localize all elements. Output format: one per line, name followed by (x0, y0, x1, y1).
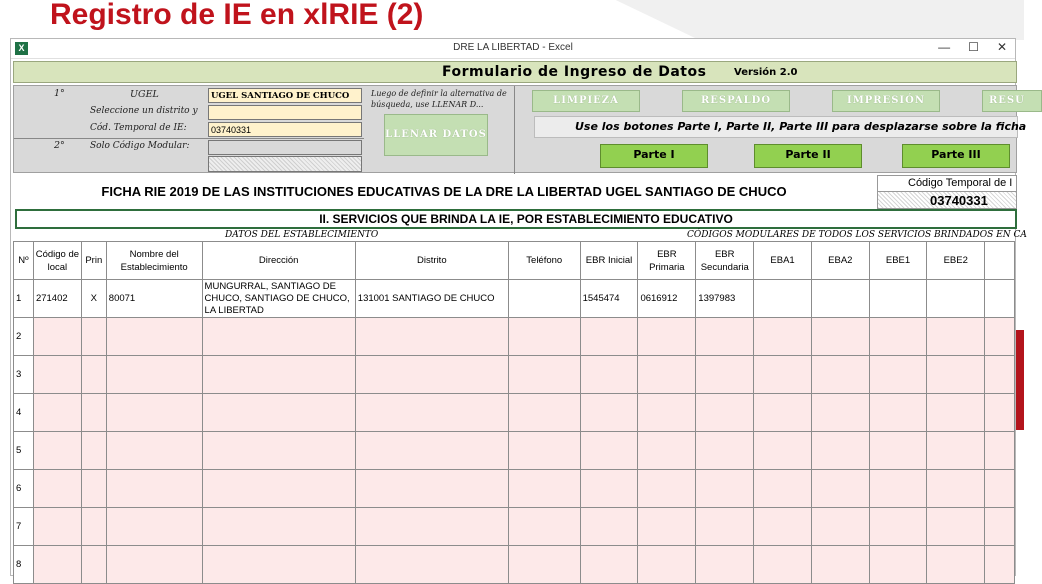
table-cell[interactable] (985, 318, 1015, 356)
table-cell[interactable] (696, 394, 754, 432)
row-number[interactable]: 7 (14, 508, 34, 546)
table-cell[interactable] (508, 508, 580, 546)
llenar-datos-button[interactable]: LLENAR DATOS (384, 114, 488, 156)
table-cell[interactable] (81, 508, 106, 546)
table-cell[interactable] (811, 470, 869, 508)
table-cell[interactable] (508, 432, 580, 470)
window-title: DRE LA LIBERTAD - Excel (453, 42, 573, 53)
table-cell[interactable] (580, 394, 638, 432)
table-cell[interactable] (754, 432, 812, 470)
table-cell[interactable]: 0616912 (638, 280, 696, 318)
table-row (14, 432, 1015, 470)
table-header-row (14, 242, 1015, 280)
table-cell[interactable] (202, 394, 355, 432)
table-cell[interactable] (81, 432, 106, 470)
table-cell[interactable] (508, 546, 580, 584)
table-cell[interactable]: 1545474 (580, 280, 638, 318)
cod-modular-display (208, 156, 362, 172)
table-cell[interactable] (355, 394, 508, 432)
col-header[interactable]: Teléfono (508, 242, 580, 280)
table-cell[interactable]: 271402 (33, 280, 81, 318)
table-cell[interactable] (638, 356, 696, 394)
col-header[interactable]: EBR Inicial (580, 242, 638, 280)
table-cell[interactable] (869, 318, 927, 356)
form-title: Formulario de Ingreso de Datos (442, 64, 707, 80)
group-codigos-modulares: CÓDIGOS MODULARES DE TODOS LOS SERVICIOS BRINDADOS EN CA (687, 230, 1027, 240)
table-cell[interactable] (355, 318, 508, 356)
col-header[interactable]: EBR Secundaria (696, 242, 754, 280)
table-cell[interactable] (927, 356, 985, 394)
form-header (13, 61, 1017, 83)
table-cell[interactable] (696, 318, 754, 356)
table-cell[interactable] (696, 546, 754, 584)
col-header[interactable]: Dirección (202, 242, 355, 280)
table-cell[interactable] (508, 280, 580, 318)
table-cell[interactable] (754, 280, 812, 318)
cod-temporal-value: 03740331 (877, 191, 1017, 209)
services-table (13, 241, 1015, 584)
table-row (14, 318, 1015, 356)
col-header[interactable]: EBE2 (927, 242, 985, 280)
table-cell[interactable] (638, 394, 696, 432)
table-cell[interactable] (202, 470, 355, 508)
table-cell[interactable] (927, 508, 985, 546)
table-cell[interactable] (33, 318, 81, 356)
col-header[interactable]: Distrito (355, 242, 508, 280)
window-titlebar (11, 39, 1015, 59)
cod-temporal-input[interactable]: 03740331 (208, 122, 362, 137)
parte-1-button[interactable]: Parte I (600, 144, 708, 168)
minimize-icon[interactable]: — (938, 40, 951, 54)
table-cell[interactable] (985, 470, 1015, 508)
table-cell[interactable] (754, 394, 812, 432)
col-header[interactable]: Nº (14, 242, 34, 280)
table-cell[interactable] (754, 356, 812, 394)
cod-modular-input[interactable] (208, 140, 362, 155)
table-cell[interactable] (202, 508, 355, 546)
distrito-label: Seleccione un distrito y (90, 106, 198, 116)
cod-temporal-label: Cód. Temporal de IE: (90, 123, 187, 133)
table-cell[interactable] (811, 508, 869, 546)
table-cell[interactable] (81, 356, 106, 394)
table-cell[interactable] (869, 432, 927, 470)
table-cell[interactable] (355, 356, 508, 394)
table-cell[interactable] (811, 280, 869, 318)
col-header[interactable]: EBE1 (869, 242, 927, 280)
table-cell[interactable] (106, 470, 202, 508)
row-number[interactable]: 2 (14, 318, 34, 356)
excel-window (10, 38, 1027, 576)
table-cell[interactable] (985, 356, 1015, 394)
close-icon[interactable]: ✕ (996, 40, 1007, 54)
table-cell[interactable] (508, 318, 580, 356)
parte-2-button[interactable]: Parte II (754, 144, 862, 168)
table-row (14, 280, 1015, 318)
ugel-select[interactable]: UGEL SANTIAGO DE CHUCO (208, 88, 362, 103)
table-cell[interactable]: X (81, 280, 106, 318)
table-cell[interactable] (927, 432, 985, 470)
group-establecimiento: DATOS DEL ESTABLECIMIENTO (225, 230, 379, 240)
table-cell[interactable] (985, 546, 1015, 584)
limpieza-button[interactable]: LIMPIEZA (532, 90, 640, 112)
step-2-label: 2° (54, 140, 65, 151)
step-1-label: 1° (54, 88, 65, 99)
row-number[interactable]: 4 (14, 394, 34, 432)
table-cell[interactable] (869, 508, 927, 546)
impresion-button[interactable]: IMPRESIÓN (832, 90, 940, 112)
table-cell[interactable] (811, 546, 869, 584)
table-row (14, 508, 1015, 546)
row-number[interactable]: 1 (14, 280, 34, 318)
distrito-select[interactable] (208, 105, 362, 120)
slide-accent-bar (1016, 330, 1024, 430)
table-cell[interactable] (106, 508, 202, 546)
table-cell[interactable] (638, 546, 696, 584)
row-number[interactable]: 6 (14, 470, 34, 508)
table-cell[interactable] (985, 508, 1015, 546)
col-header[interactable]: EBR Primaria (638, 242, 696, 280)
table-cell[interactable] (696, 356, 754, 394)
table-cell[interactable] (927, 280, 985, 318)
parte-3-button[interactable]: Parte III (902, 144, 1010, 168)
table-cell[interactable] (33, 394, 81, 432)
cod-modular-label: Solo Código Modular: (90, 141, 190, 151)
col-header[interactable]: Nombre del Establecimiento (106, 242, 202, 280)
table-cell[interactable] (927, 546, 985, 584)
table-cell[interactable] (638, 508, 696, 546)
table-cell[interactable] (106, 394, 202, 432)
table-cell[interactable] (202, 318, 355, 356)
table-cell[interactable] (638, 470, 696, 508)
excel-icon: X (15, 42, 28, 55)
table-cell[interactable] (580, 318, 638, 356)
table-cell[interactable] (33, 508, 81, 546)
table-cell[interactable] (869, 470, 927, 508)
table-cell[interactable]: MUNGURRAL, SANTIAGO DE CHUCO, SANTIAGO DE CHUCO, LA LIBERTAD (202, 280, 355, 318)
panel-divider (14, 138, 364, 139)
table-cell[interactable] (754, 508, 812, 546)
table-cell[interactable] (985, 432, 1015, 470)
table-cell[interactable] (580, 508, 638, 546)
table-cell[interactable] (355, 508, 508, 546)
table-cell[interactable] (106, 432, 202, 470)
table-cell[interactable] (508, 470, 580, 508)
table-cell[interactable] (754, 318, 812, 356)
table-cell[interactable] (638, 432, 696, 470)
table-cell[interactable]: 131001 SANTIAGO DE CHUCO (355, 280, 508, 318)
table-cell[interactable]: 80071 (106, 280, 202, 318)
table-cell[interactable] (696, 470, 754, 508)
table-cell[interactable] (580, 432, 638, 470)
row-number[interactable]: 3 (14, 356, 34, 394)
col-header[interactable]: EBA1 (754, 242, 812, 280)
table-cell[interactable] (81, 394, 106, 432)
table-cell[interactable] (33, 546, 81, 584)
table-cell[interactable] (81, 318, 106, 356)
ficha-title: FICHA RIE 2019 DE LAS INSTITUCIONES EDUCATIVAS DE LA DRE LA LIBERTAD UGEL SANTIAGO DE CHUCO (101, 184, 787, 199)
table-cell[interactable] (754, 546, 812, 584)
col-header[interactable]: EBA2 (811, 242, 869, 280)
table-cell[interactable] (811, 318, 869, 356)
table-cell[interactable] (638, 318, 696, 356)
table-cell[interactable] (355, 546, 508, 584)
table-cell[interactable] (869, 546, 927, 584)
table-cell[interactable] (985, 280, 1015, 318)
maximize-icon[interactable]: ☐ (968, 40, 979, 54)
resumen-button[interactable]: RESU (982, 90, 1042, 112)
table-cell[interactable] (985, 394, 1015, 432)
form-version: Versión 2.0 (734, 67, 798, 78)
table-cell[interactable] (580, 356, 638, 394)
table-cell[interactable] (580, 470, 638, 508)
table-cell[interactable] (106, 356, 202, 394)
table-cell[interactable]: 1397983 (696, 280, 754, 318)
col-header[interactable] (985, 242, 1015, 280)
search-panel (13, 85, 1027, 173)
slide-title: Registro de IE en xlRIE (2) (50, 0, 424, 31)
panel-vertical-divider (514, 86, 515, 174)
table-cell[interactable] (811, 394, 869, 432)
table-cell[interactable] (355, 432, 508, 470)
table-cell[interactable] (927, 470, 985, 508)
table-cell[interactable] (202, 546, 355, 584)
table-cell[interactable] (696, 432, 754, 470)
table-cell[interactable] (81, 546, 106, 584)
table-cell[interactable] (927, 318, 985, 356)
navigation-instruction: Use los botones Parte I, Parte II, Parte III para desplazarse sobre la ficha (534, 116, 1018, 138)
slide-decoration (560, 0, 1024, 40)
row-number[interactable]: 8 (14, 546, 34, 584)
table-cell[interactable] (355, 470, 508, 508)
col-header[interactable]: Prin (81, 242, 106, 280)
table-cell[interactable] (508, 356, 580, 394)
table-cell[interactable] (869, 394, 927, 432)
window-controls (938, 40, 1007, 54)
table-cell[interactable] (696, 508, 754, 546)
table-cell[interactable] (202, 432, 355, 470)
table-cell[interactable] (106, 546, 202, 584)
table-row (14, 356, 1015, 394)
table-cell[interactable] (106, 318, 202, 356)
table-row (14, 394, 1015, 432)
ugel-label: UGEL (130, 89, 159, 100)
section-title: II. SERVICIOS QUE BRINDA LA IE, POR ESTABLECIMIENTO EDUCATIVO (15, 209, 1017, 229)
col-header[interactable]: Código de local (33, 242, 81, 280)
respaldo-button[interactable]: RESPALDO (682, 90, 790, 112)
table-cell[interactable] (202, 356, 355, 394)
row-number[interactable]: 5 (14, 432, 34, 470)
table-cell[interactable] (869, 280, 927, 318)
table-cell[interactable] (754, 470, 812, 508)
table-cell[interactable] (508, 394, 580, 432)
table-cell[interactable] (33, 432, 81, 470)
table-cell[interactable] (33, 470, 81, 508)
table-cell[interactable] (927, 394, 985, 432)
table-cell[interactable] (580, 546, 638, 584)
cod-temporal-header: Código Temporal de I (877, 175, 1017, 191)
table-cell[interactable] (33, 356, 81, 394)
search-note: Luego de definir la alternativa de búsqueda, use LLENAR D... (371, 89, 507, 109)
table-cell[interactable] (811, 432, 869, 470)
table-cell[interactable] (811, 356, 869, 394)
table-row (14, 470, 1015, 508)
table-row (14, 546, 1015, 584)
table-cell[interactable] (81, 470, 106, 508)
table-cell[interactable] (869, 356, 927, 394)
